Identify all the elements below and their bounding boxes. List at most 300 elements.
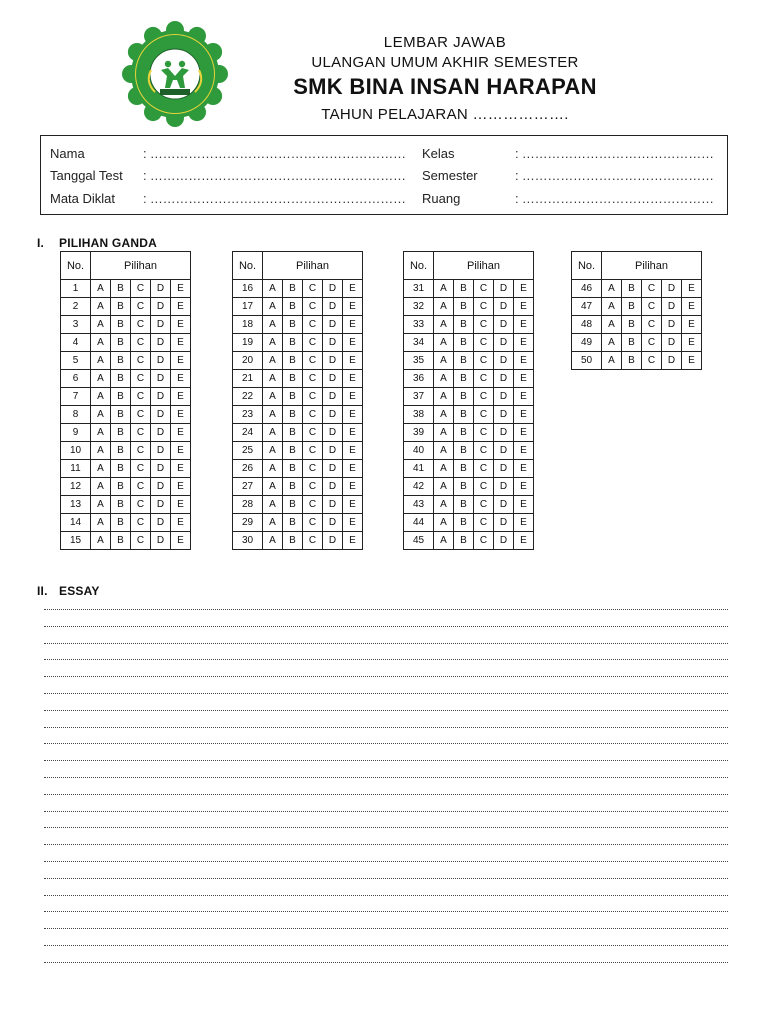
option-c[interactable]: C <box>131 478 151 496</box>
option-d[interactable]: D <box>323 388 343 406</box>
option-e[interactable]: E <box>343 334 363 352</box>
option-a[interactable]: A <box>602 316 622 334</box>
option-d[interactable]: D <box>323 298 343 316</box>
option-d[interactable]: D <box>151 352 171 370</box>
option-e[interactable]: E <box>171 514 191 532</box>
option-b[interactable]: B <box>454 316 474 334</box>
option-a[interactable]: A <box>434 478 454 496</box>
option-b[interactable]: B <box>454 406 474 424</box>
option-d[interactable]: D <box>151 514 171 532</box>
option-b[interactable]: B <box>111 406 131 424</box>
option-d[interactable]: D <box>151 316 171 334</box>
answer-row <box>61 460 191 478</box>
option-c[interactable]: C <box>303 406 323 424</box>
essay-line[interactable] <box>44 860 728 862</box>
option-d[interactable]: D <box>494 424 514 442</box>
option-e[interactable]: E <box>682 316 702 334</box>
essay-line[interactable] <box>44 944 728 946</box>
option-c[interactable]: C <box>131 352 151 370</box>
answer-row <box>404 424 534 442</box>
option-c[interactable]: C <box>303 298 323 316</box>
option-b[interactable]: B <box>111 370 131 388</box>
option-c[interactable]: C <box>303 316 323 334</box>
option-d[interactable]: D <box>151 424 171 442</box>
option-c[interactable]: C <box>131 280 151 298</box>
option-d[interactable]: D <box>494 298 514 316</box>
option-c[interactable]: C <box>474 496 494 514</box>
option-d[interactable]: D <box>323 406 343 424</box>
option-c[interactable]: C <box>474 532 494 550</box>
option-a[interactable]: A <box>434 370 454 388</box>
option-c[interactable]: C <box>303 388 323 406</box>
essay-line[interactable] <box>44 894 728 896</box>
option-e[interactable]: E <box>514 316 534 334</box>
option-b[interactable]: B <box>454 460 474 478</box>
option-c[interactable]: C <box>474 370 494 388</box>
option-e[interactable]: E <box>514 514 534 532</box>
option-a[interactable]: A <box>602 334 622 352</box>
option-b[interactable]: B <box>283 334 303 352</box>
option-b[interactable]: B <box>283 496 303 514</box>
option-b[interactable]: B <box>283 388 303 406</box>
option-d[interactable]: D <box>151 388 171 406</box>
option-b[interactable]: B <box>283 514 303 532</box>
option-d[interactable]: D <box>151 496 171 514</box>
option-e[interactable]: E <box>171 460 191 478</box>
option-d[interactable]: D <box>323 280 343 298</box>
option-b[interactable]: B <box>111 424 131 442</box>
option-b[interactable]: B <box>283 352 303 370</box>
option-c[interactable]: C <box>642 334 662 352</box>
option-b[interactable]: B <box>283 406 303 424</box>
sheet-title: LEMBAR JAWAB <box>383 34 507 51</box>
essay-line[interactable] <box>44 642 728 644</box>
option-d[interactable]: D <box>494 280 514 298</box>
option-a[interactable]: A <box>263 532 283 550</box>
essay-line[interactable] <box>44 742 728 744</box>
option-c[interactable]: C <box>303 442 323 460</box>
option-d[interactable]: D <box>323 424 343 442</box>
option-e[interactable]: E <box>514 478 534 496</box>
option-b[interactable]: B <box>454 280 474 298</box>
option-a[interactable]: A <box>263 442 283 460</box>
option-b[interactable]: B <box>622 334 642 352</box>
option-c[interactable]: C <box>303 514 323 532</box>
option-c[interactable]: C <box>642 298 662 316</box>
option-b[interactable]: B <box>111 496 131 514</box>
option-a[interactable]: A <box>434 280 454 298</box>
answer-row <box>233 442 363 460</box>
option-c[interactable]: C <box>474 514 494 532</box>
essay-line[interactable] <box>44 877 728 879</box>
option-c[interactable]: C <box>303 478 323 496</box>
option-d[interactable]: D <box>494 316 514 334</box>
option-e[interactable]: E <box>171 316 191 334</box>
option-b[interactable]: B <box>283 370 303 388</box>
option-a[interactable]: A <box>263 280 283 298</box>
option-b[interactable]: B <box>283 280 303 298</box>
option-a[interactable]: A <box>263 352 283 370</box>
option-a[interactable]: A <box>263 316 283 334</box>
option-b[interactable]: B <box>454 442 474 460</box>
option-a[interactable]: A <box>91 424 111 442</box>
option-b[interactable]: B <box>111 298 131 316</box>
option-c[interactable]: C <box>303 280 323 298</box>
option-a[interactable]: A <box>91 298 111 316</box>
option-d[interactable]: D <box>151 370 171 388</box>
option-b[interactable]: B <box>111 388 131 406</box>
option-d[interactable]: D <box>151 460 171 478</box>
option-d[interactable]: D <box>323 460 343 478</box>
option-a[interactable]: A <box>91 388 111 406</box>
essay-line[interactable] <box>44 910 728 912</box>
option-b[interactable]: B <box>454 424 474 442</box>
option-e[interactable]: E <box>171 388 191 406</box>
option-a[interactable]: A <box>91 442 111 460</box>
essay-line[interactable] <box>44 776 728 778</box>
essay-line[interactable] <box>44 843 728 845</box>
option-d[interactable]: D <box>662 352 682 370</box>
essay-line[interactable] <box>44 961 728 963</box>
option-e[interactable]: E <box>343 352 363 370</box>
option-c[interactable]: C <box>474 388 494 406</box>
option-d[interactable]: D <box>494 442 514 460</box>
option-b[interactable]: B <box>454 298 474 316</box>
option-b[interactable]: B <box>283 298 303 316</box>
option-c[interactable]: C <box>131 316 151 334</box>
option-c[interactable]: C <box>131 298 151 316</box>
option-d[interactable]: D <box>494 370 514 388</box>
option-c[interactable]: C <box>303 334 323 352</box>
question-number: 42 <box>404 478 434 496</box>
option-d[interactable]: D <box>323 514 343 532</box>
option-c[interactable]: C <box>131 442 151 460</box>
answer-row <box>572 352 702 370</box>
essay-line[interactable] <box>44 759 728 761</box>
essay-line[interactable] <box>44 793 728 795</box>
option-d[interactable]: D <box>494 532 514 550</box>
option-c[interactable]: C <box>642 352 662 370</box>
option-b[interactable]: B <box>454 388 474 406</box>
option-d[interactable]: D <box>151 334 171 352</box>
answer-table-31-45 <box>403 251 534 550</box>
option-c[interactable]: C <box>474 352 494 370</box>
option-d[interactable]: D <box>662 280 682 298</box>
option-b[interactable]: B <box>454 478 474 496</box>
answer-row <box>61 514 191 532</box>
option-d[interactable]: D <box>323 316 343 334</box>
option-b[interactable]: B <box>622 298 642 316</box>
col-header-choice: Pilihan <box>434 252 534 280</box>
question-number: 48 <box>572 316 602 334</box>
option-e[interactable]: E <box>514 406 534 424</box>
option-e[interactable]: E <box>682 352 702 370</box>
question-number: 26 <box>233 460 263 478</box>
option-b[interactable]: B <box>111 460 131 478</box>
option-e[interactable]: E <box>343 280 363 298</box>
option-a[interactable]: A <box>263 496 283 514</box>
option-c[interactable]: C <box>303 370 323 388</box>
option-c[interactable]: C <box>131 370 151 388</box>
option-e[interactable]: E <box>171 370 191 388</box>
option-d[interactable]: D <box>494 514 514 532</box>
option-d[interactable]: D <box>151 406 171 424</box>
option-b[interactable]: B <box>283 478 303 496</box>
option-e[interactable]: E <box>343 478 363 496</box>
option-d[interactable]: D <box>662 298 682 316</box>
option-b[interactable]: B <box>283 532 303 550</box>
option-b[interactable]: B <box>111 280 131 298</box>
option-d[interactable]: D <box>151 442 171 460</box>
essay-line[interactable] <box>44 826 728 828</box>
option-b[interactable]: B <box>111 532 131 550</box>
question-number: 32 <box>404 298 434 316</box>
option-e[interactable]: E <box>171 496 191 514</box>
option-b[interactable]: B <box>454 532 474 550</box>
option-a[interactable]: A <box>263 406 283 424</box>
essay-line[interactable] <box>44 810 728 812</box>
option-e[interactable]: E <box>171 424 191 442</box>
option-a[interactable]: A <box>602 298 622 316</box>
option-d[interactable]: D <box>494 460 514 478</box>
option-b[interactable]: B <box>454 334 474 352</box>
option-b[interactable]: B <box>283 316 303 334</box>
option-c[interactable]: C <box>303 352 323 370</box>
option-e[interactable]: E <box>171 334 191 352</box>
option-e[interactable]: E <box>343 298 363 316</box>
option-b[interactable]: B <box>111 352 131 370</box>
option-c[interactable]: C <box>474 298 494 316</box>
option-b[interactable]: B <box>111 316 131 334</box>
option-c[interactable]: C <box>474 460 494 478</box>
option-e[interactable]: E <box>514 442 534 460</box>
answer-row <box>61 388 191 406</box>
option-e[interactable]: E <box>343 460 363 478</box>
option-e[interactable]: E <box>171 442 191 460</box>
answer-row <box>404 460 534 478</box>
option-e[interactable]: E <box>514 334 534 352</box>
answer-row <box>404 280 534 298</box>
option-b[interactable]: B <box>454 514 474 532</box>
essay-line[interactable] <box>44 726 728 728</box>
option-d[interactable]: D <box>662 334 682 352</box>
option-c[interactable]: C <box>303 496 323 514</box>
answer-row <box>61 442 191 460</box>
option-c[interactable]: C <box>642 280 662 298</box>
option-b[interactable]: B <box>283 442 303 460</box>
option-c[interactable]: C <box>642 316 662 334</box>
option-d[interactable]: D <box>323 334 343 352</box>
option-a[interactable]: A <box>434 460 454 478</box>
option-b[interactable]: B <box>111 334 131 352</box>
option-a[interactable]: A <box>434 514 454 532</box>
option-c[interactable]: C <box>131 424 151 442</box>
option-c[interactable]: C <box>131 532 151 550</box>
option-d[interactable]: D <box>151 298 171 316</box>
option-b[interactable]: B <box>622 280 642 298</box>
option-a[interactable]: A <box>434 298 454 316</box>
option-a[interactable]: A <box>91 460 111 478</box>
option-e[interactable]: E <box>343 514 363 532</box>
option-a[interactable]: A <box>91 532 111 550</box>
option-a[interactable]: A <box>263 478 283 496</box>
name-label: Nama <box>50 146 85 161</box>
option-c[interactable]: C <box>131 460 151 478</box>
option-c[interactable]: C <box>474 334 494 352</box>
option-e[interactable]: E <box>171 478 191 496</box>
option-c[interactable]: C <box>474 316 494 334</box>
option-c[interactable]: C <box>303 460 323 478</box>
option-e[interactable]: E <box>682 334 702 352</box>
option-a[interactable]: A <box>602 280 622 298</box>
option-d[interactable]: D <box>494 388 514 406</box>
option-d[interactable]: D <box>151 532 171 550</box>
option-e[interactable]: E <box>514 388 534 406</box>
option-a[interactable]: A <box>434 334 454 352</box>
option-e[interactable]: E <box>171 532 191 550</box>
option-d[interactable]: D <box>494 478 514 496</box>
option-a[interactable]: A <box>263 334 283 352</box>
option-e[interactable]: E <box>514 352 534 370</box>
essay-line[interactable] <box>44 675 728 677</box>
option-d[interactable]: D <box>494 406 514 424</box>
essay-line[interactable] <box>44 692 728 694</box>
option-d[interactable]: D <box>662 316 682 334</box>
option-e[interactable]: E <box>682 280 702 298</box>
option-c[interactable]: C <box>474 478 494 496</box>
option-e[interactable]: E <box>682 298 702 316</box>
option-c[interactable]: C <box>474 280 494 298</box>
option-a[interactable]: A <box>263 298 283 316</box>
option-e[interactable]: E <box>343 424 363 442</box>
option-c[interactable]: C <box>474 442 494 460</box>
option-a[interactable]: A <box>91 514 111 532</box>
essay-line[interactable] <box>44 658 728 660</box>
option-a[interactable]: A <box>91 478 111 496</box>
option-c[interactable]: C <box>131 496 151 514</box>
answer-row <box>61 496 191 514</box>
option-c[interactable]: C <box>131 388 151 406</box>
option-a[interactable]: A <box>434 532 454 550</box>
option-c[interactable]: C <box>303 424 323 442</box>
question-number: 50 <box>572 352 602 370</box>
option-d[interactable]: D <box>494 334 514 352</box>
academic-year: TAHUN PELAJARAN ………………. <box>321 106 569 123</box>
question-number: 29 <box>233 514 263 532</box>
option-a[interactable]: A <box>434 316 454 334</box>
option-d[interactable]: D <box>323 442 343 460</box>
option-a[interactable]: A <box>91 334 111 352</box>
option-a[interactable]: A <box>91 496 111 514</box>
option-b[interactable]: B <box>111 514 131 532</box>
option-b[interactable]: B <box>111 442 131 460</box>
option-d[interactable]: D <box>323 352 343 370</box>
question-number: 7 <box>61 388 91 406</box>
option-e[interactable]: E <box>514 496 534 514</box>
option-d[interactable]: D <box>494 352 514 370</box>
option-a[interactable]: A <box>263 370 283 388</box>
answer-row <box>404 316 534 334</box>
option-c[interactable]: C <box>131 406 151 424</box>
option-e[interactable]: E <box>171 280 191 298</box>
school-logo <box>118 20 232 128</box>
option-e[interactable]: E <box>514 280 534 298</box>
option-c[interactable]: C <box>131 334 151 352</box>
option-c[interactable]: C <box>131 514 151 532</box>
option-c[interactable]: C <box>303 532 323 550</box>
option-a[interactable]: A <box>91 352 111 370</box>
option-b[interactable]: B <box>283 424 303 442</box>
option-d[interactable]: D <box>323 370 343 388</box>
option-e[interactable]: E <box>343 442 363 460</box>
option-e[interactable]: E <box>343 370 363 388</box>
option-a[interactable]: A <box>263 460 283 478</box>
option-c[interactable]: C <box>474 406 494 424</box>
option-b[interactable]: B <box>622 352 642 370</box>
option-c[interactable]: C <box>474 424 494 442</box>
option-a[interactable]: A <box>91 370 111 388</box>
option-e[interactable]: E <box>171 298 191 316</box>
answer-table-1-15 <box>60 251 191 550</box>
option-b[interactable]: B <box>454 370 474 388</box>
option-a[interactable]: A <box>434 424 454 442</box>
option-a[interactable]: A <box>602 352 622 370</box>
option-e[interactable]: E <box>343 388 363 406</box>
question-number: 3 <box>61 316 91 334</box>
option-a[interactable]: A <box>434 496 454 514</box>
option-a[interactable]: A <box>263 388 283 406</box>
option-e[interactable]: E <box>343 406 363 424</box>
option-e[interactable]: E <box>171 406 191 424</box>
option-d[interactable]: D <box>323 478 343 496</box>
option-b[interactable]: B <box>622 316 642 334</box>
option-e[interactable]: E <box>514 424 534 442</box>
essay-line[interactable] <box>44 927 728 929</box>
option-a[interactable]: A <box>434 352 454 370</box>
option-e[interactable]: E <box>343 316 363 334</box>
option-a[interactable]: A <box>434 442 454 460</box>
option-b[interactable]: B <box>454 496 474 514</box>
option-e[interactable]: E <box>343 496 363 514</box>
essay-line[interactable] <box>44 625 728 627</box>
option-a[interactable]: A <box>91 316 111 334</box>
option-b[interactable]: B <box>283 460 303 478</box>
option-b[interactable]: B <box>454 352 474 370</box>
option-a[interactable]: A <box>91 280 111 298</box>
essay-line[interactable] <box>44 608 728 610</box>
option-a[interactable]: A <box>263 514 283 532</box>
option-d[interactable]: D <box>151 280 171 298</box>
option-d[interactable]: D <box>494 496 514 514</box>
essay-line[interactable] <box>44 709 728 711</box>
option-d[interactable]: D <box>323 532 343 550</box>
option-e[interactable]: E <box>514 532 534 550</box>
option-d[interactable]: D <box>323 496 343 514</box>
question-number: 49 <box>572 334 602 352</box>
option-d[interactable]: D <box>151 478 171 496</box>
option-e[interactable]: E <box>514 298 534 316</box>
section-number: I. <box>37 236 45 250</box>
option-b[interactable]: B <box>111 478 131 496</box>
option-a[interactable]: A <box>263 424 283 442</box>
option-a[interactable]: A <box>434 388 454 406</box>
option-e[interactable]: E <box>514 370 534 388</box>
option-e[interactable]: E <box>514 460 534 478</box>
option-a[interactable]: A <box>434 406 454 424</box>
option-a[interactable]: A <box>91 406 111 424</box>
option-e[interactable]: E <box>343 532 363 550</box>
option-e[interactable]: E <box>171 352 191 370</box>
